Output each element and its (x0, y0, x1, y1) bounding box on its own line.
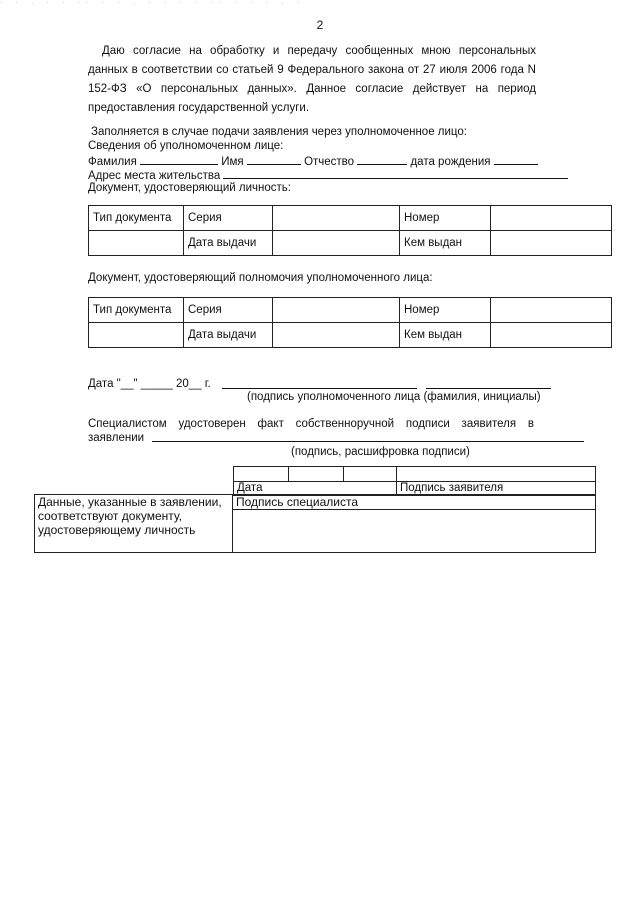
specialist-text-line2: заявлении (88, 432, 145, 444)
number-label: Номер (400, 298, 491, 323)
number-label: Номер (400, 206, 491, 231)
surname-label: Фамилия (88, 156, 137, 168)
specialist-signature-label: Подпись специалиста (233, 495, 595, 510)
name-field[interactable] (247, 153, 301, 165)
date-year-cell[interactable] (344, 467, 397, 482)
specialist-signature-caption: (подпись, расшифровка подписи) (291, 446, 470, 458)
date-month-cell[interactable] (289, 467, 344, 482)
issue-date-value[interactable] (273, 231, 400, 256)
doc-type-label: Тип документа (89, 206, 184, 231)
page-number: 2 (316, 18, 324, 32)
authority-doc-table (88, 297, 612, 348)
birthdate-field[interactable] (494, 153, 538, 165)
name-label: Имя (221, 156, 244, 168)
specialist-text-line1: Специалистом удостоверен факт собственноручной подписи заявителя в (88, 418, 534, 430)
consent-paragraph: Даю согласие на обработку и передачу сообщенных мною персональных данных в соответствии со статьей 9 Федерального закона от 27 июля 2006 года N 152-ФЗ «О персональных данных». Данное согласие действует на период предоставления государственной услуги. (88, 45, 536, 114)
issued-by-value[interactable] (491, 231, 612, 256)
verification-statement: Данные, указанные в заявлении, соответствуют документу, удостоверяющему личность (35, 495, 233, 553)
representative-signature-field[interactable] (222, 388, 417, 389)
applicant-signature-cell[interactable] (397, 467, 596, 482)
number-value[interactable] (491, 298, 612, 323)
issued-by-label: Кем выдан (400, 231, 491, 256)
issued-by-label: Кем выдан (400, 323, 491, 348)
address-label: Адрес места жительства (88, 170, 221, 182)
authority-doc-heading: Документ, удостоверяющий полномочия уполномоченного лица: (88, 272, 433, 284)
representative-initials-field[interactable] (426, 388, 551, 389)
patronymic-field[interactable] (357, 153, 407, 165)
series-value[interactable] (273, 206, 400, 231)
issue-date-value[interactable] (273, 323, 400, 348)
birthdate-label: дата рождения (410, 156, 491, 168)
date-prefix: Дата "__" _____ 20__ г. (88, 378, 211, 390)
doc-type-value[interactable] (89, 323, 184, 348)
patronymic-label: Отчество (304, 156, 355, 168)
date-label: Дата (234, 482, 397, 496)
issue-date-label: Дата выдачи (184, 231, 273, 256)
date-day-cell[interactable] (234, 467, 289, 482)
address-field[interactable] (223, 167, 568, 179)
series-label: Серия (184, 298, 273, 323)
representative-signature-caption: (подпись уполномоченного лица (фамилия, инициалы) (247, 391, 541, 403)
date-signature-table (233, 466, 596, 496)
verification-table (34, 494, 596, 553)
date-line (88, 377, 211, 392)
number-value[interactable] (491, 206, 612, 231)
applicant-signature-label: Подпись заявителя (397, 482, 596, 496)
id-doc-heading: Документ, удостоверяющий личность: (88, 182, 291, 194)
surname-field[interactable] (140, 153, 218, 165)
doc-type-label: Тип документа (89, 298, 184, 323)
issued-by-value[interactable] (491, 323, 612, 348)
specialist-signature-field[interactable] (152, 441, 584, 442)
issue-date-label: Дата выдачи (184, 323, 273, 348)
specialist-signature-cell[interactable] (233, 495, 596, 553)
scan-artifacts: · · . · · ·· · · . · · · · ·· · · · . · (0, 0, 305, 4)
series-label: Серия (184, 206, 273, 231)
representative-info-heading: Сведения об уполномоченном лице: (88, 140, 284, 152)
doc-type-value[interactable] (89, 231, 184, 256)
id-doc-table (88, 205, 612, 256)
series-value[interactable] (273, 298, 400, 323)
representative-intro: Заполняется в случае подачи заявления через уполномоченное лицо: (91, 126, 467, 138)
